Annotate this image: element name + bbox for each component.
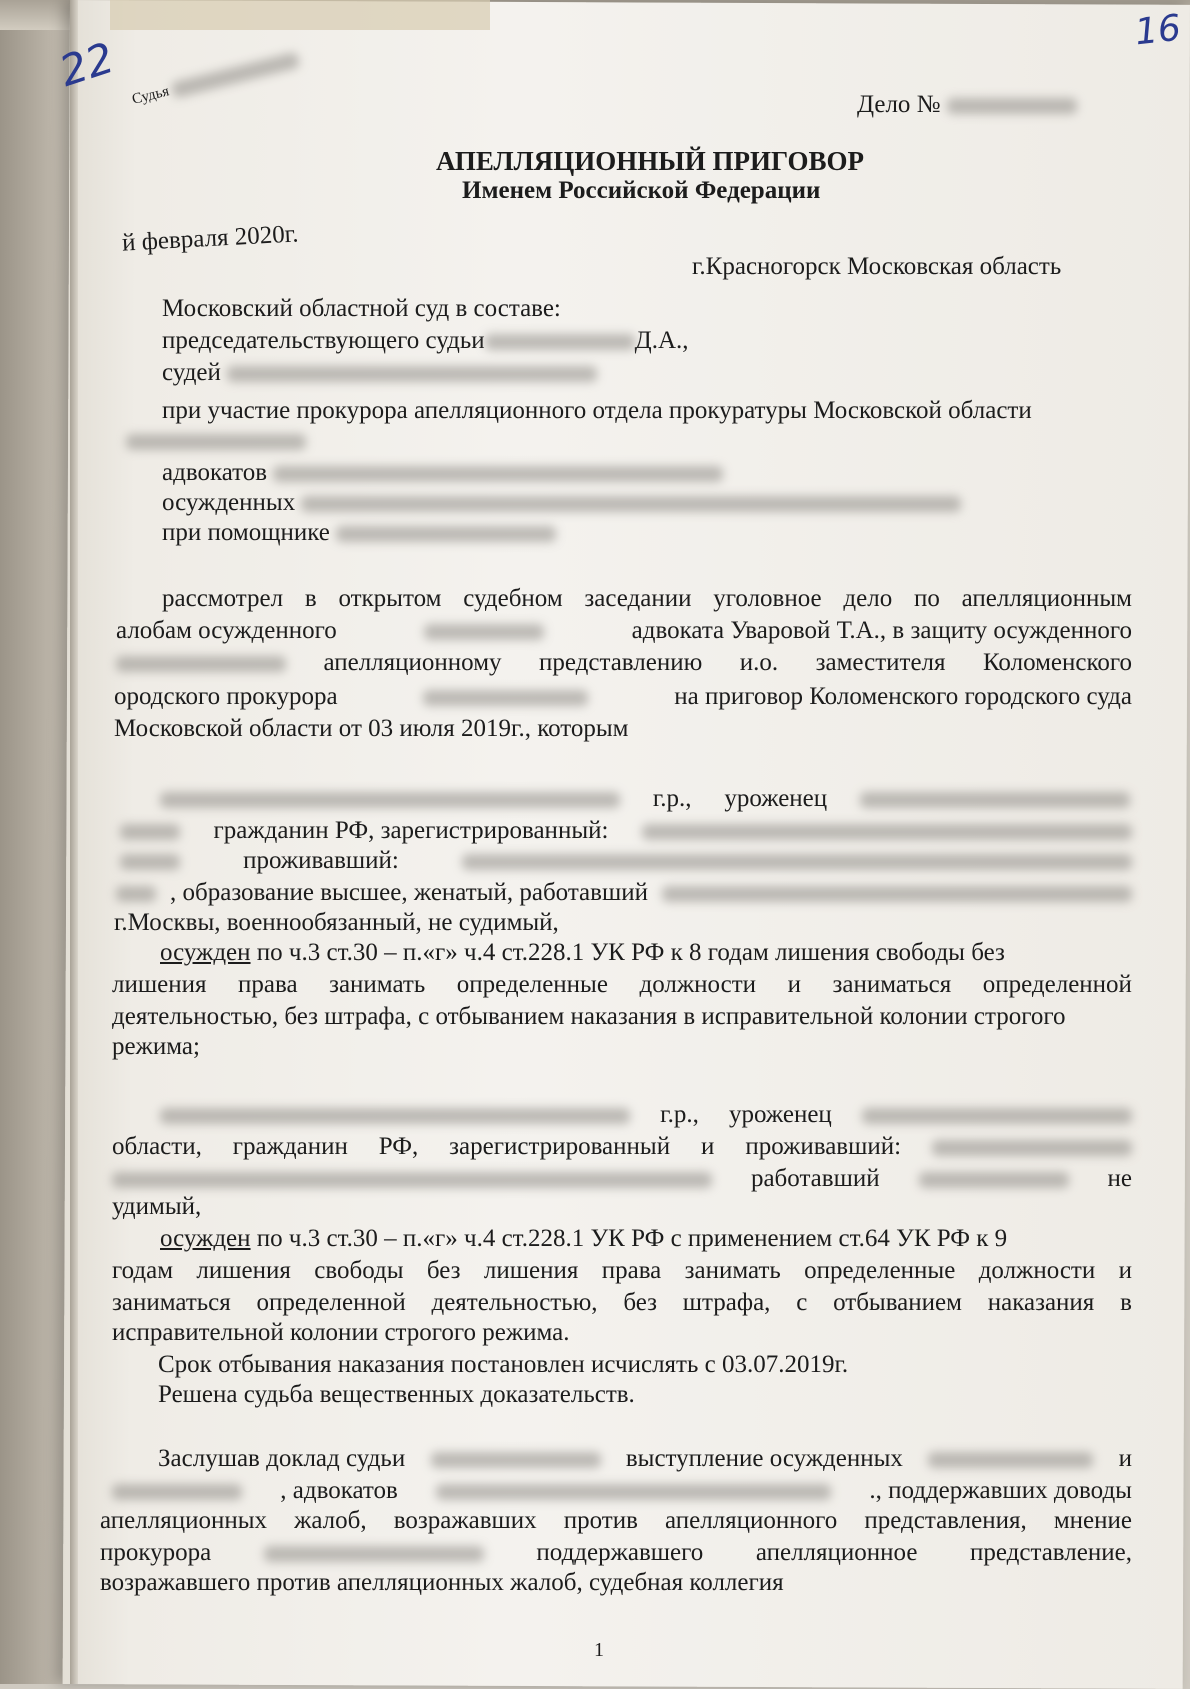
redacted-presiding-judge bbox=[485, 334, 635, 350]
intro-line-3: апелляционному представлению и.о. заместителя Коломенского bbox=[116, 650, 1132, 675]
sticker-strip bbox=[110, 0, 490, 30]
person1-line-1: г.р., уроженец bbox=[160, 786, 1130, 811]
redacted-prosecutor-name bbox=[126, 428, 306, 453]
redacted-case-number bbox=[947, 98, 1077, 114]
handwritten-page-number: 16 bbox=[1132, 7, 1183, 54]
assistant-line: при помощнике bbox=[162, 520, 556, 545]
closing-line-3: апелляционных жалоб, возражавших против апелляционного представления, мнение bbox=[100, 1507, 1132, 1534]
person2-line-3: работавший не bbox=[112, 1166, 1132, 1191]
judge-label: Судья bbox=[131, 52, 301, 109]
sentence-start-line: Срок отбывания наказания постановлен исчислять с 03.07.2019г. bbox=[158, 1351, 849, 1378]
person1-line-5: г.Москвы, военнообязанный, не судимый, bbox=[114, 909, 559, 936]
person2-verdict-3: заниматься определенной деятельностью, без штрафа, с отбыванием наказания в bbox=[112, 1289, 1132, 1316]
person2-verdict-1: осужден по ч.3 ст.30 – п.«г» ч.4 ст.228.1 УК РФ с применением ст.64 УК РФ к 9 bbox=[160, 1225, 1008, 1252]
person2-line-4: удимый, bbox=[112, 1193, 202, 1220]
person1-line-4: , образование высшее, женатый, работавший bbox=[116, 880, 1132, 905]
person1-verdict-3: деятельностью, без штрафа, с отбыванием наказания в исправительной колонии строгого bbox=[112, 1003, 1066, 1030]
presiding-judge-line: председательствующего судьи Д.А., bbox=[162, 327, 689, 354]
person1-line-2: гражданин РФ, зарегистрированный: bbox=[120, 818, 1132, 843]
document-title: АПЕЛЛЯЦИОННЫЙ ПРИГОВОР bbox=[436, 146, 864, 176]
redacted-convicts bbox=[301, 496, 961, 512]
redacted-assistant bbox=[336, 526, 556, 542]
page-number: 1 bbox=[594, 1639, 604, 1661]
closing-line-1: Заслушав доклад судьи выступление осужденных и bbox=[158, 1445, 1132, 1472]
case-number: Дело № bbox=[857, 92, 1077, 117]
evidence-line: Решена судьба вещественных доказательств. bbox=[158, 1381, 635, 1408]
judges-line: судей bbox=[162, 360, 597, 385]
redacted-judges bbox=[227, 366, 597, 382]
redacted-person2-name bbox=[160, 1108, 630, 1124]
redacted-lawyers bbox=[273, 466, 723, 482]
intro-line-4: ородского прокурора на приговор Коломенского городского суда bbox=[114, 683, 1132, 710]
convicts-line: осужденных bbox=[162, 490, 961, 515]
court-composition: Московский областной суд в составе: bbox=[162, 295, 561, 322]
page-edge-shadow bbox=[70, 0, 78, 1684]
person2-line-2: области, гражданин РФ, зарегистрированный и проживавший: bbox=[112, 1134, 1132, 1159]
intro-line-5: Московской области от 03 июля 2019г., которым bbox=[114, 715, 629, 742]
person1-verdict-2: лишения права занимать определенные должности и заниматься определенной bbox=[112, 971, 1132, 998]
closing-line-5: возражавшего против апелляционных жалоб, судебная коллегия bbox=[100, 1569, 784, 1596]
redacted-person1-name bbox=[160, 792, 620, 808]
prosecutor-line: при участие прокурора апелляционного отдела прокуратуры Московской области bbox=[162, 397, 1032, 424]
intro-line-1: рассмотрел в открытом судебном заседании уголовное дело по апелляционным bbox=[162, 585, 1132, 612]
document-subtitle: Именем Российской Федерации bbox=[462, 177, 821, 204]
closing-line-4: прокурора поддержавшего апелляционное представление, bbox=[100, 1539, 1132, 1566]
person1-line-3: проживавший: bbox=[120, 848, 1132, 873]
person1-verdict-4: режима; bbox=[112, 1033, 200, 1060]
closing-line-2: , адвокатов ., поддержавших доводы bbox=[112, 1478, 1132, 1503]
lawyers-line: адвокатов bbox=[162, 460, 723, 485]
document-place: г.Красногорск Московская область bbox=[692, 253, 1062, 280]
person2-verdict-2: годам лишения свободы без лишения права занимать определенные должности и bbox=[112, 1257, 1132, 1284]
person2-verdict-4: исправительной колонии строгого режима. bbox=[112, 1319, 570, 1346]
person1-verdict-1: осужден по ч.3 ст.30 – п.«г» ч.4 ст.228.1 УК РФ к 8 годам лишения свободы без bbox=[160, 939, 1005, 966]
person2-line-1: г.р., уроженец bbox=[160, 1102, 1132, 1127]
handwritten-mark: 22 bbox=[53, 32, 120, 97]
document-date: й февраля 2020г. bbox=[121, 220, 300, 257]
intro-line-2: алобам осужденного адвоката Уваровой Т.А., в защиту осужденного bbox=[116, 617, 1132, 644]
